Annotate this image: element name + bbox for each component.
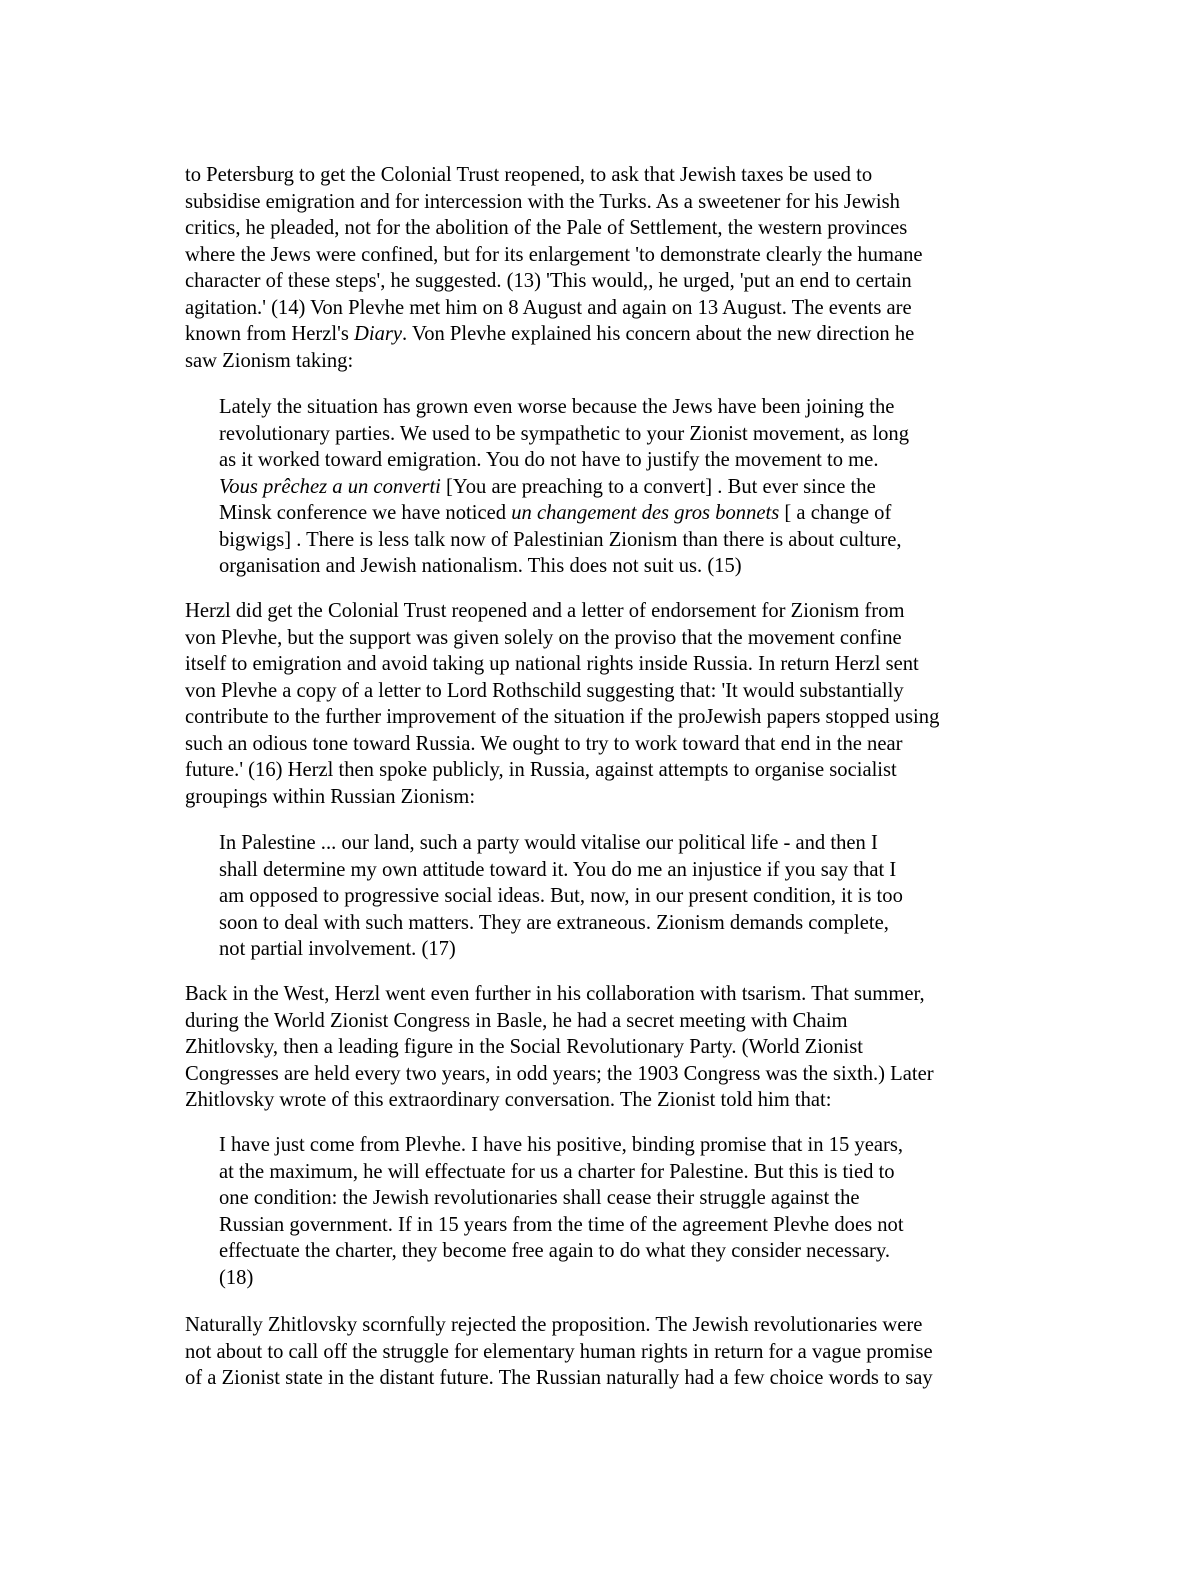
text-segment: organisation and Jewish nationalism. This does not suit us. (15) xyxy=(219,555,742,577)
text-segment: known from Herzl's xyxy=(185,323,354,345)
text-segment: Back in the West, Herzl went even further in his collaboration with tsarism. That summer, xyxy=(185,983,925,1005)
text-segment: to Petersburg to get the Colonial Trust reopened, to ask that Jewish taxes be used to xyxy=(185,164,873,186)
text-segment: itself to emigration and avoid taking up national rights inside Russia. In return Herzl sent xyxy=(185,653,919,675)
text-line xyxy=(219,394,909,421)
text-segment: not about to call off the struggle for elementary human rights in return for a vague promise xyxy=(185,1340,933,1363)
text-segment: von Plevhe, but the support was given solely on the proviso that the movement confine xyxy=(185,626,902,649)
text-segment: contribute to the further improvement of the situation if the proJewish papers stopped using xyxy=(185,706,940,728)
text-segment: future.' (16) Herzl then spoke publicly, in Russia, against attempts to organise socialist xyxy=(185,759,897,781)
text-segment: character of these steps', he suggested. (13) 'This would,, he urged, 'put an end to certain xyxy=(185,270,912,292)
text-line xyxy=(219,474,909,501)
text-line xyxy=(185,162,923,189)
text-line xyxy=(185,651,939,678)
text-segment: during the World Zionist Congress in Basle, he had a secret meeting with Chaim xyxy=(185,1009,848,1032)
text-line xyxy=(219,1132,904,1159)
text-segment: . Von Plevhe explained his concern about the new direction he xyxy=(402,323,915,345)
text-line xyxy=(185,625,939,652)
text-segment: I have just come from Plevhe. I have his positive, binding promise that in 15 years, xyxy=(219,1134,904,1156)
text-line xyxy=(219,1265,904,1292)
text-line xyxy=(185,348,923,375)
text-line xyxy=(185,268,923,295)
text-segment: groupings within Russian Zionism: xyxy=(185,785,476,808)
text-segment: Congresses are held every two years, in odd years; the 1903 Congress was the sixth.) Later xyxy=(185,1062,934,1085)
text-line xyxy=(185,215,923,242)
text-segment: (18) xyxy=(219,1266,254,1289)
text-line xyxy=(185,1339,933,1366)
text-line xyxy=(219,857,903,884)
text-line xyxy=(185,1365,933,1392)
text-line xyxy=(185,678,939,705)
italic-text: Diary xyxy=(354,323,403,345)
text-line xyxy=(219,1238,904,1265)
text-line xyxy=(185,295,923,322)
body-paragraph xyxy=(185,1312,933,1392)
text-line xyxy=(185,757,939,784)
text-segment: of a Zionist state in the distant future. The Russian naturally had a few choice words to say xyxy=(185,1367,933,1389)
text-line xyxy=(185,784,939,811)
text-segment: In Palestine ... our land, such a party would vitalise our political life - and then I xyxy=(219,832,878,854)
text-line xyxy=(185,731,939,758)
text-segment: one condition: the Jewish revolutionaries shall cease their struggle against the xyxy=(219,1187,860,1209)
body-paragraph xyxy=(185,598,939,810)
text-segment: critics, he pleaded, not for the abolition of the Pale of Settlement, the western provinces xyxy=(185,217,908,239)
text-line xyxy=(185,321,923,348)
text-segment: soon to deal with such matters. They are extraneous. Zionism demands complete, xyxy=(219,911,889,934)
text-line xyxy=(185,1034,934,1061)
text-line xyxy=(185,242,923,269)
text-line xyxy=(185,1312,933,1339)
text-line xyxy=(219,1212,904,1239)
text-line xyxy=(185,704,939,731)
text-line xyxy=(219,421,909,448)
text-segment: as it worked toward emigration. You do not have to justify the movement to me. xyxy=(219,449,879,471)
text-line xyxy=(219,883,903,910)
text-line xyxy=(185,598,939,625)
block-quote xyxy=(219,830,903,963)
text-segment: [You are preaching to a convert] . But ever since the xyxy=(440,475,876,498)
text-segment: Naturally Zhitlovsky scornfully rejected the proposition. The Jewish revolutionaries were xyxy=(185,1314,923,1336)
text-line xyxy=(219,447,909,474)
text-line xyxy=(219,500,909,527)
text-segment: Herzl did get the Colonial Trust reopened and a letter of endorsement for Zionism from xyxy=(185,600,905,622)
text-line xyxy=(219,553,909,580)
text-line xyxy=(219,527,909,554)
block-quote xyxy=(219,1132,904,1291)
text-line xyxy=(185,1087,934,1114)
text-line xyxy=(219,910,903,937)
text-segment: shall determine my own attitude toward it. You do me an injustice if you say that I xyxy=(219,858,897,881)
text-segment: [ a change of xyxy=(779,502,892,524)
text-segment: am opposed to progressive social ideas. But, now, in our present condition, it is too xyxy=(219,885,903,907)
text-segment: Zhitlovsky wrote of this extraordinary conversation. The Zionist told him that: xyxy=(185,1089,832,1111)
text-line xyxy=(185,189,923,216)
text-segment: bigwigs] . There is less talk now of Palestinian Zionism than there is about culture, xyxy=(219,528,902,551)
text-line xyxy=(219,830,903,857)
text-segment: at the maximum, he will effectuate for us a charter for Palestine. But this is tied to xyxy=(219,1160,895,1183)
text-segment: such an odious tone toward Russia. We ought to try to work toward that end in the near xyxy=(185,732,903,755)
text-line xyxy=(219,1159,904,1186)
text-line xyxy=(219,936,903,963)
text-segment: effectuate the charter, they become free again to do what they consider necessary. xyxy=(219,1240,891,1262)
text-segment: subsidise emigration and for intercession with the Turks. As a sweetener for his Jewish xyxy=(185,190,900,213)
body-paragraph xyxy=(185,981,934,1114)
text-line xyxy=(185,1008,934,1035)
text-line xyxy=(185,1061,934,1088)
block-quote xyxy=(219,394,909,580)
text-segment: agitation.' (14) Von Plevhe met him on 8 August and again on 13 August. The events are xyxy=(185,296,912,319)
text-segment: revolutionary parties. We used to be sympathetic to your Zionist movement, as long xyxy=(219,422,910,445)
text-segment: von Plevhe a copy of a letter to Lord Rothschild suggesting that: 'It would substantially xyxy=(185,679,904,702)
text-segment: not partial involvement. (17) xyxy=(219,938,456,960)
text-line xyxy=(185,981,934,1008)
text-segment: Minsk conference we have noticed xyxy=(219,502,512,524)
text-line xyxy=(219,1185,904,1212)
italic-text: Vous prêchez a un converti xyxy=(219,475,441,498)
text-segment: Russian government. If in 15 years from the time of the agreement Plevhe does not xyxy=(219,1213,904,1236)
italic-text: un changement des gros bonnets xyxy=(511,502,780,524)
text-segment: where the Jews were confined, but for its enlargement 'to demonstrate clearly the humane xyxy=(185,243,923,266)
text-segment: Zhitlovsky, then a leading figure in the Social Revolutionary Party. (World Zionist xyxy=(185,1036,863,1058)
body-paragraph xyxy=(185,162,923,374)
text-segment: saw Zionism taking: xyxy=(185,349,354,372)
text-segment: Lately the situation has grown even worse because the Jews have been joining the xyxy=(219,396,895,418)
